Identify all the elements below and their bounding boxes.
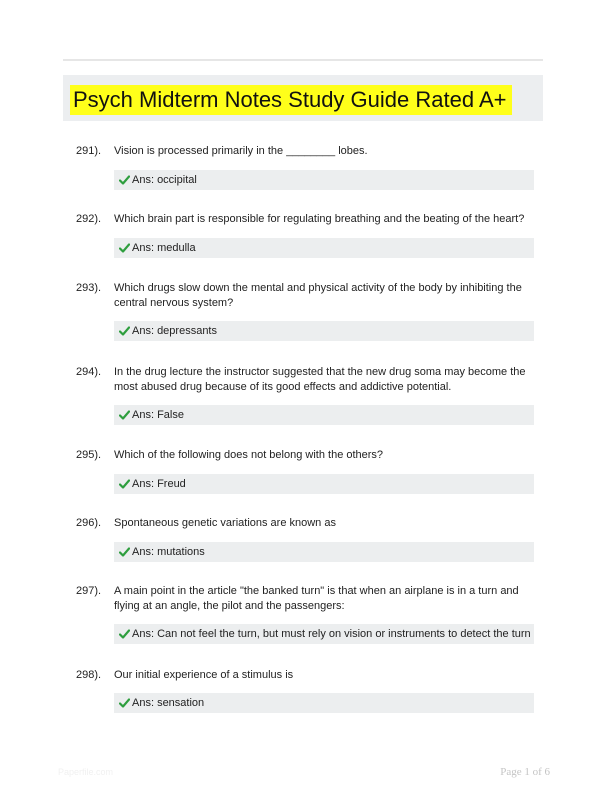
page-number: Page 1 of 6	[500, 766, 550, 778]
answer-text: Ans: False	[132, 409, 184, 421]
answer-text: Ans: depressants	[132, 325, 217, 337]
check-icon	[119, 479, 130, 489]
question-number: 297).	[76, 585, 102, 597]
answer-box	[114, 238, 534, 258]
check-icon	[119, 243, 130, 253]
answer-box	[114, 170, 534, 190]
question-number: 294).	[76, 366, 102, 378]
question-text: Our initial experience of a stimulus is	[114, 669, 294, 681]
question-text: Which brain part is responsible for regulating breathing and the beating of the heart?	[114, 213, 525, 225]
question-text: Vision is processed primarily in the ________ lobes.	[114, 145, 368, 157]
check-icon	[119, 410, 130, 420]
question-number: 291).	[76, 145, 102, 157]
question-number: 298).	[76, 669, 102, 681]
answer-box	[114, 474, 534, 494]
question-text: A main point in the article "the banked turn" is that when an airplane is in a turn and flying at an angle, the pilot and the passengers:	[114, 585, 519, 612]
answer-box	[114, 321, 534, 341]
answer-text: Ans: medulla	[132, 242, 196, 254]
answer-text: Ans: Can not feel the turn, but must rely on vision or instruments to detect the turn	[132, 628, 531, 640]
answer-text: Ans: Freud	[132, 478, 186, 490]
question-text: Which of the following does not belong with the others?	[114, 449, 384, 461]
answer-box	[114, 542, 534, 562]
answer-text: Ans: sensation	[132, 697, 205, 709]
answer-box	[114, 624, 534, 644]
check-icon	[119, 175, 130, 185]
answer-text: Ans: occipital	[132, 174, 197, 186]
question-text: Which drugs slow down the mental and physical activity of the body by inhibiting the central nervous system?	[114, 282, 522, 309]
question-number: 295).	[76, 449, 102, 461]
question-text: In the drug lecture the instructor suggested that the new drug soma may become the most abused drug because of its good effects and addictive potential.	[114, 366, 526, 393]
page-title: Psych Midterm Notes Study Guide Rated A+	[70, 85, 512, 115]
check-icon	[119, 698, 130, 708]
answer-text: Ans: mutations	[132, 546, 205, 558]
answer-box	[114, 693, 534, 713]
question-text: Spontaneous genetic variations are known as	[114, 517, 336, 529]
check-icon	[119, 629, 130, 639]
question-number: 292).	[76, 213, 102, 225]
top-divider	[63, 59, 543, 61]
answer-box	[114, 405, 534, 425]
check-icon	[119, 326, 130, 336]
question-number: 296).	[76, 517, 102, 529]
question-number: 293).	[76, 282, 102, 294]
check-icon	[119, 547, 130, 557]
footer-watermark: Paperfile.com	[58, 767, 114, 777]
